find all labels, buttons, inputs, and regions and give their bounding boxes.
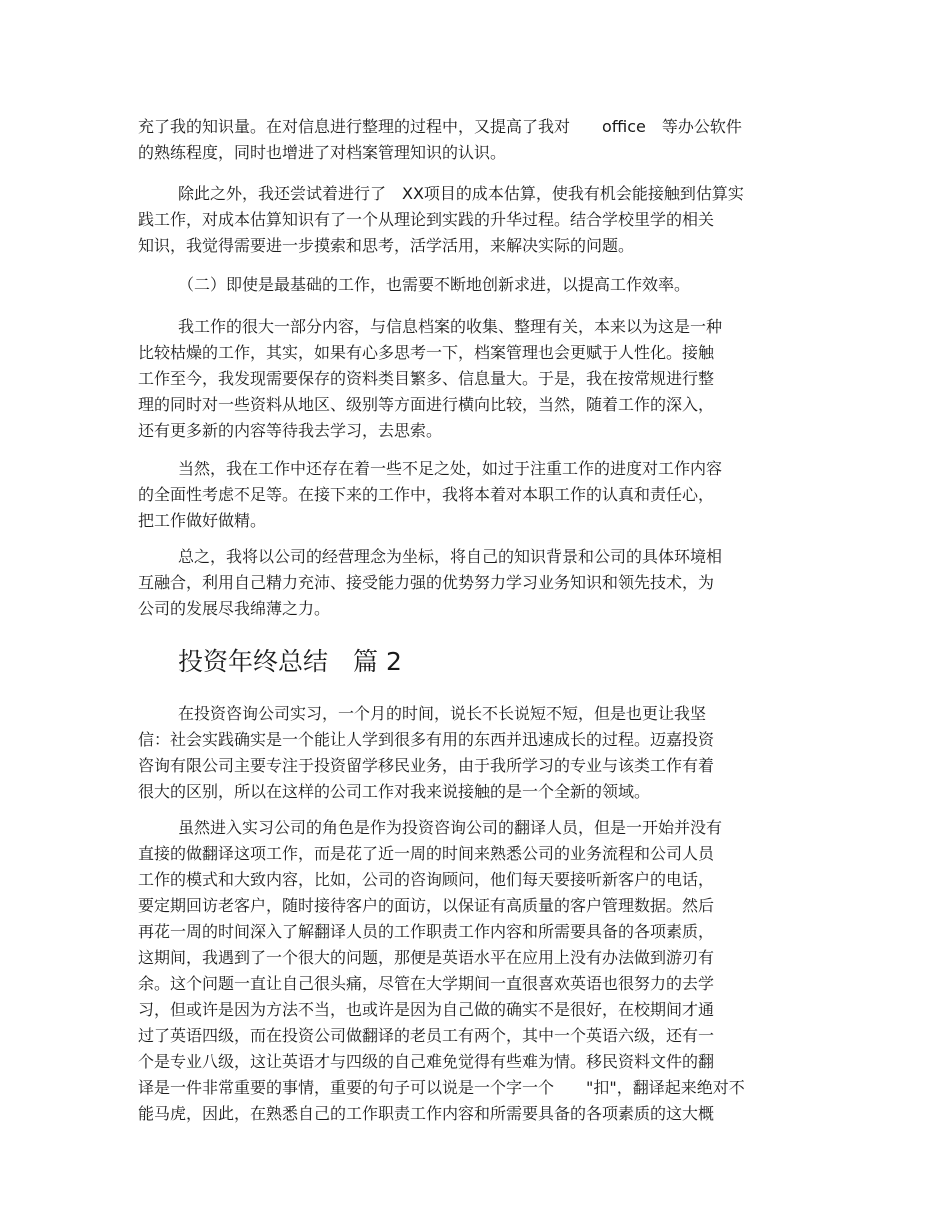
text-line: 工作至今，我发现需要保存的资料类目繁多、信息量大。于是，我在按常规进行整 xyxy=(138,369,715,388)
paragraph-8 xyxy=(138,815,838,1127)
paragraph-3 xyxy=(138,272,818,298)
text-line: 这期间，我遇到了一个很大的问题，那便是英语水平在应用上没有办法做到游刃有 xyxy=(138,948,715,967)
text-line: 能马虎，因此，在熟悉自己的工作职责工作内容和所需要具备的各项素质的这大概 xyxy=(138,1104,715,1123)
text-line: 总之，我将以公司的经营理念为坐标，将自己的知识背景和公司的具体环境相 xyxy=(178,547,723,566)
text-line: 我工作的很大一部分内容，与信息档案的收集、整理有关，本来以为这是一种 xyxy=(178,317,723,336)
paragraph-7 xyxy=(138,701,818,805)
text-line: 译是一件非常重要的事情，重要的句子可以说是一个字一个 "扣"，翻译起来绝对不 xyxy=(138,1078,745,1097)
text-line: 过了英语四级，而在投资公司做翻译的老员工有两个，其中一个英语六级，还有一 xyxy=(138,1026,715,1045)
text-line: 在投资咨询公司实习，一个月的时间，说长不长说短不短，但是也更让我坚 xyxy=(178,704,707,723)
text-line: （二）即使是最基础的工作，也需要不断地创新求进，以提高工作效率。 xyxy=(178,275,691,294)
text-line: 当然，我在工作中还存在着一些不足之处，如过于注重工作的进度对工作内容 xyxy=(178,459,723,478)
text-line: 余。这个问题一直让自己很头痛，尽管在大学期间一直很喜欢英语也很努力的去学 xyxy=(138,974,715,993)
text-line: 比较枯燥的工作，其实，如果有心多思考一下，档案管理也会更赋于人性化。接触 xyxy=(138,343,715,362)
text-line: 习，但或许是因为方法不当，也或许是因为自己做的确实不是很好，在校期间才通 xyxy=(138,1000,715,1019)
text-line: 咨询有限公司主要专注于投资留学移民业务，由于我所学习的专业与该类工作有着 xyxy=(138,756,715,775)
text-line: 很大的区别，所以在这样的公司工作对我来说接触的是一个全新的领域。 xyxy=(138,782,651,801)
text-line: 还有更多新的内容等待我去学习，去思索。 xyxy=(138,421,443,440)
text-line: 的熟练程度，同时也增进了对档案管理知识的认识。 xyxy=(138,143,507,162)
paragraph-2 xyxy=(138,181,818,259)
text-line: 理的同时对一些资料从地区、级别等方面进行横向比较，当然，随着工作的深入， xyxy=(138,395,715,414)
text-line: 再花一周的时间深入了解翻译人员的工作职责工作内容和所需要具备的各项素质， xyxy=(138,922,715,941)
paragraph-6 xyxy=(138,544,818,622)
text-line: 工作的模式和大致内容，比如，公司的咨询顾问，他们每天要接听新客户的电话， xyxy=(138,870,715,889)
paragraph-5 xyxy=(138,456,818,534)
text-line: 公司的发展尽我绵薄之力。 xyxy=(138,599,331,618)
text-line: 互融合，利用自己精力充沛、接受能力强的优势努力学习业务知识和领先技术，为 xyxy=(138,573,715,592)
text-line: 把工作做好做精。 xyxy=(138,511,267,530)
text-line: 直接的做翻译这项工作，而是花了近一周的时间来熟悉公司的业务流程和公司人员 xyxy=(138,844,715,863)
text-line: 要定期回访老客户，随时接待客户的面访，以保证有高质量的客户管理数据。然后 xyxy=(138,896,715,915)
text-line: 充了我的知识量。在对信息进行整理的过程中，又提高了我对 office 等办公软件 xyxy=(138,117,742,136)
text-line: 虽然进入实习公司的角色是作为投资咨询公司的翻译人员，但是一开始并没有 xyxy=(178,818,723,837)
paragraph-4 xyxy=(138,314,818,444)
text-line: 除此之外，我还尝试着进行了 XX项目的成本估算，使我有机会能接触到估算实 xyxy=(178,184,744,203)
text-line: 个是专业八级，这让英语才与四级的自己难免觉得有些难为情。移民资料文件的翻 xyxy=(138,1052,715,1071)
section-heading: 投资年终总结 篇 2 xyxy=(178,647,402,676)
text-line: 知识，我觉得需要进一步摸索和思考，活学活用，来解决实际的问题。 xyxy=(138,236,635,255)
text-line: 践工作，对成本估算知识有了一个从理论到实践的升华过程。结合学校里学的相关 xyxy=(138,210,715,229)
text-line: 的全面性考虑不足等。在接下来的工作中，我将本着对本职工作的认真和责任心， xyxy=(138,485,715,504)
paragraph-1 xyxy=(138,114,818,166)
text-line: 信：社会实践确实是一个能让人学到很多有用的东西并迅速成长的过程。迈嘉投资 xyxy=(138,730,715,749)
